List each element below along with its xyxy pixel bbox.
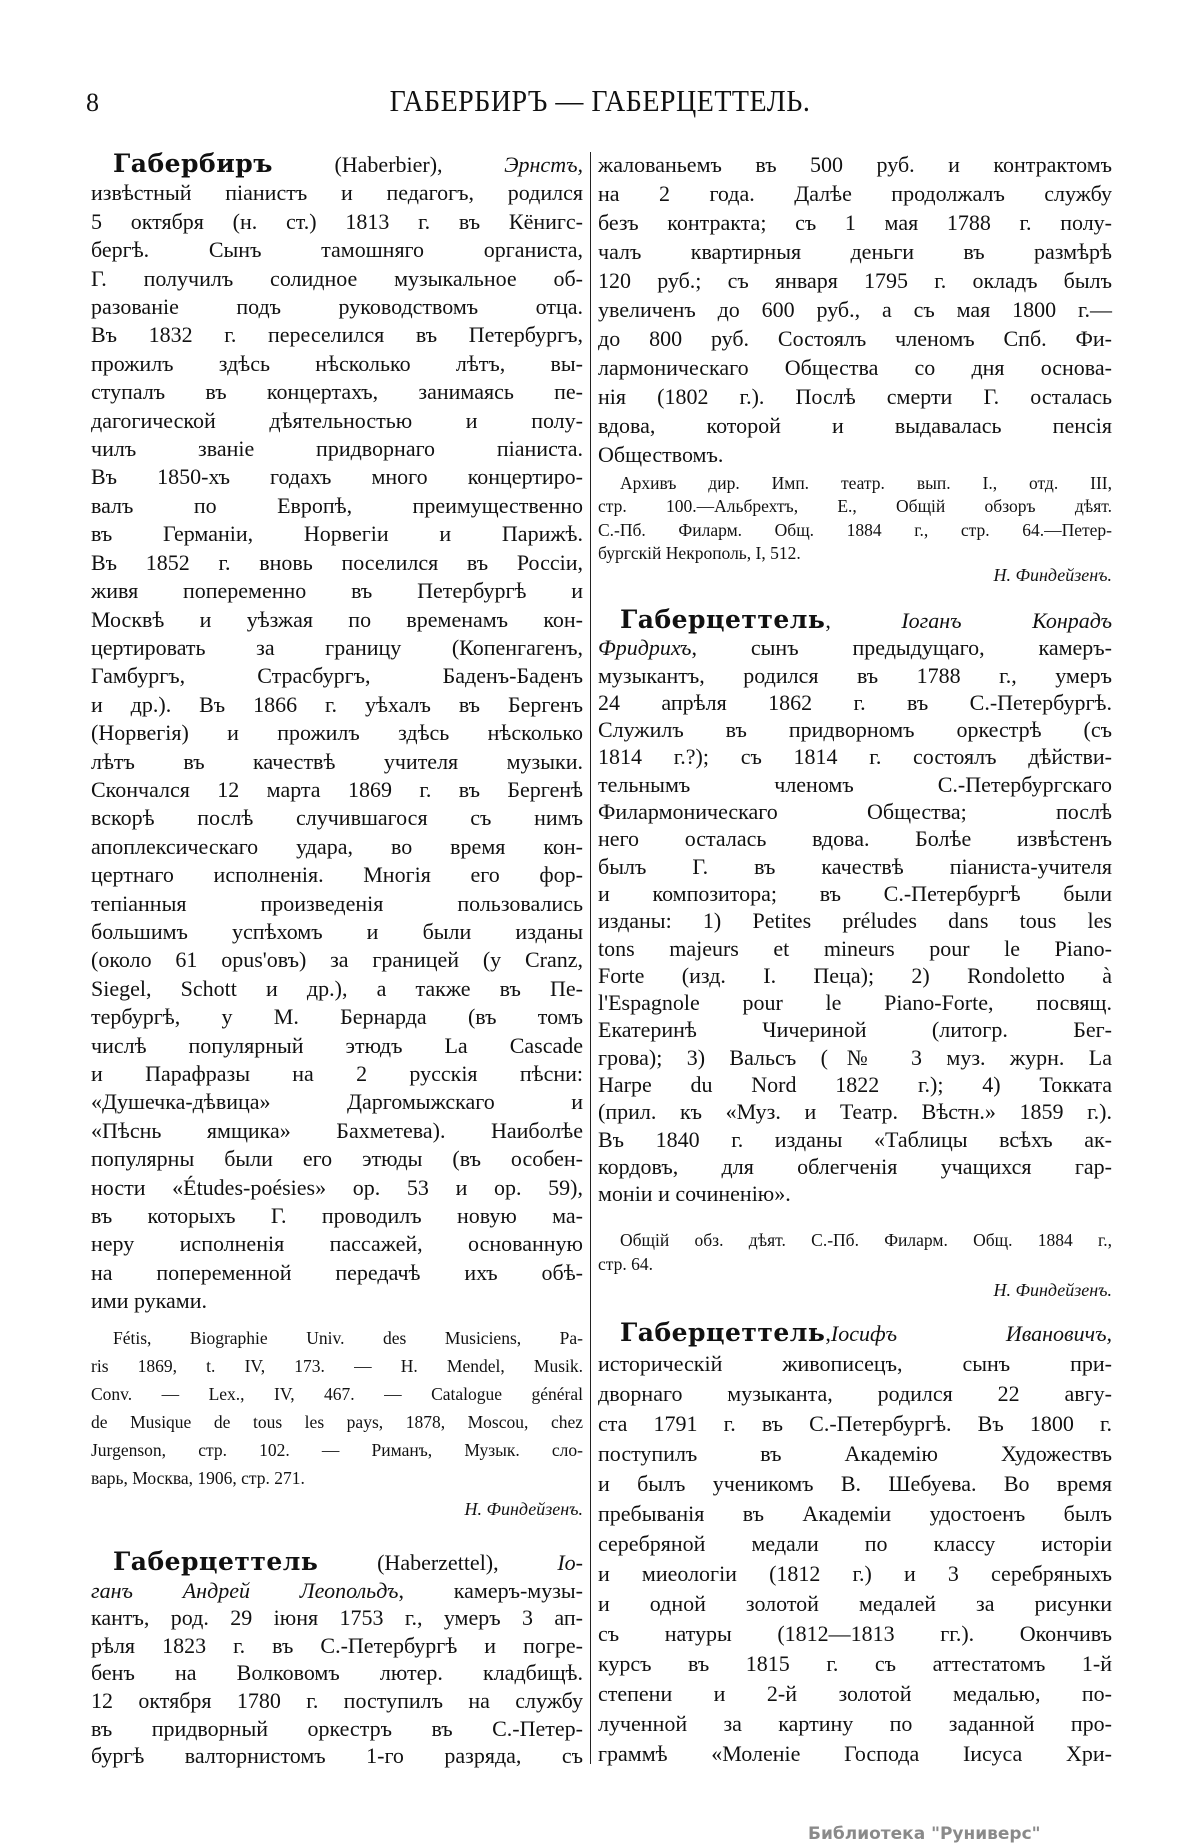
text-line: 1814 г.?); съ 1814 г. состоялъ дѣйстви- (598, 744, 1112, 770)
text-line: бургѣ валторнистомъ 1-го разряда, съ (91, 1743, 583, 1769)
text-line: цертировать за границу (Копенгагенъ, (91, 634, 583, 660)
text-line: вдова, которой и выдавалась пенсія (598, 413, 1112, 438)
text-line: de Musique de tous les pays, 1878, Moscou, chez (91, 1412, 583, 1432)
text-line: тепіанныя произведенія пользовались (91, 890, 583, 916)
name-italic: Іосифъ Ивановичъ, (830, 1321, 1112, 1346)
text-line (91, 1577, 583, 1605)
text-line: Екатеринѣ Чичериной (литогр. Бег- (598, 1017, 1112, 1043)
text-line: историческій живописецъ, сынъ при- (598, 1351, 1112, 1376)
text-line: 12 октября 1780 г. поступилъ на службу (91, 1687, 583, 1713)
text-line: (прил. къ «Муз. и Театр. Вѣстн.» 1859 г.). (598, 1099, 1112, 1125)
text-line: Скончался 12 марта 1869 г. въ Бергенѣ (91, 776, 583, 802)
author-signature: Н. Финдейзенъ. (993, 1280, 1112, 1300)
text-line: дагогической дѣятельностью и полу- (91, 407, 583, 433)
text-line: Въ 1832 г. переселился въ Петербургъ, (91, 322, 583, 348)
text-line: граммѣ «Моленіе Господа Іисуса Хри- (598, 1741, 1112, 1766)
text-segment: , (825, 1321, 831, 1346)
author-signature: Н. Финдейзенъ. (993, 565, 1112, 585)
name-italic: Эрнстъ, (504, 152, 583, 177)
text-line: бергѣ. Сынъ тамошняго органиста, (91, 237, 583, 263)
text-line: Гамбургъ, Страсбургъ, Баденъ-Баденъ (91, 663, 583, 689)
entry-haberzettel-johann-andreas (91, 1548, 583, 1770)
text-line: Въ 1852 г. вновь поселился въ Россіи, (91, 549, 583, 575)
text-segment: (Haberbier), (272, 152, 505, 177)
entry-haberzettel-johann-konrad (598, 606, 1112, 1208)
text-line: ими руками. (91, 1288, 207, 1314)
headword: Габерцеттель (620, 605, 826, 634)
headword: Габербиръ (113, 149, 273, 178)
text-line: 5 октября (н. ст.) 1813 г. въ Кёнигс- (91, 208, 583, 234)
author-signature: Н. Финдейзенъ. (464, 1499, 583, 1519)
text-line: стр. 64. (598, 1254, 654, 1274)
text-segment: , сынъ предыдущаго, камеръ- (691, 635, 1112, 661)
text-line: въ которыхъ Г. проводилъ новую ма- (91, 1203, 583, 1229)
text-line: кантъ, род. 29 іюня 1753 г., умеръ 3 ап- (91, 1605, 583, 1631)
entry-heading-line (598, 606, 1112, 634)
text-line: музыкантъ, родился въ 1788 г., умеръ (598, 662, 1112, 688)
text-line: и былъ ученикомъ В. Шебуева. Во время (598, 1471, 1112, 1496)
library-watermark: Библиотека "Руниверс" (808, 1824, 1041, 1844)
text-line: прожилъ здѣсь нѣсколько лѣтъ, вы- (91, 350, 583, 376)
text-line: него осталась вдова. Болѣе извѣстенъ (598, 826, 1112, 852)
text-line: курсъ въ 1815 г. съ аттестатомъ 1-й (598, 1651, 1112, 1676)
text-line: на попеременной передачѣ ихъ обѣ- (91, 1259, 583, 1285)
entry-heading-line (598, 1318, 1112, 1349)
entry-haberbier (91, 150, 583, 1316)
text-line: апоплексическаго удара, во время кон- (91, 833, 583, 859)
text-segment: , (825, 608, 902, 633)
text-line: ности «Études-poésies» op. 53 и op. 59), (91, 1174, 583, 1200)
text-line: варь, Москва, 1906, стр. 271. (91, 1468, 305, 1488)
text-line: безъ контракта; съ 1 мая 1788 г. полу- (598, 210, 1112, 235)
headword: Габерцеттель (113, 1547, 319, 1576)
text-line: бургскій Некрополь, I, 512. (598, 543, 801, 564)
text-line: Forte (изд. I. Пеца); 2) Rondoletto à (598, 962, 1112, 988)
name-italic: ганъ Андрей Леопольдъ (91, 1577, 399, 1603)
text-line: жалованьемъ въ 500 руб. и контрактомъ (598, 152, 1112, 177)
text-line: С.-Пб. Филарм. Общ. 1884 г., стр. 64.—Петер- (598, 519, 1112, 540)
text-line: tons majeurs et mineurs pour le Piano- (598, 935, 1112, 961)
text-line: чалъ квартирныя деньги въ размѣрѣ (598, 239, 1112, 264)
text-line: былъ Г. въ качествѣ піаниста-учителя (598, 853, 1112, 879)
text-line: тербургѣ, у М. Бернарда (въ томъ (91, 1004, 583, 1030)
references-haberzettel-johann-andreas (598, 472, 1112, 566)
entry-haberzettel-johann-andreas-continued (598, 150, 1112, 469)
references-haberbier (91, 1324, 583, 1492)
page-number: 8 (86, 88, 99, 117)
text-line: рѣля 1823 г. въ С.-Петербургѣ и погре- (91, 1632, 583, 1658)
text-line: ступалъ въ концертахъ, занимаясь пе- (91, 379, 583, 405)
text-line: лѣтъ въ качествѣ учителя музыки. (91, 748, 583, 774)
text-line: степени и 2-й золотой медалью, по- (598, 1681, 1112, 1706)
name-italic: Іоганъ Конрадъ (901, 608, 1113, 633)
text-line: Обществомъ. (598, 442, 724, 467)
text-line: 120 руб.; съ января 1795 г. окладъ былъ (598, 268, 1112, 293)
text-line: и одной золотой медалей за рисунки (598, 1591, 1112, 1616)
text-line: Архивъ дир. Имп. театр. вып. I., отд. III, (620, 473, 1112, 493)
text-line: 24 апрѣля 1862 г. въ С.-Петербургѣ. (598, 689, 1112, 715)
text-line: стр. 100.—Альбрехтъ, Е., Общій обзоръ дѣят. (598, 496, 1112, 517)
name-italic: Фридрихъ (598, 635, 692, 661)
text-line: Fétis, Biographie Univ. des Musiciens, Pa- (113, 1328, 583, 1348)
text-line: грова); 3) Вальсъ (№ 3 муз. журн. La (598, 1044, 1112, 1070)
headword: Габерцеттель (620, 1318, 826, 1347)
text-line: тельнымъ членомъ С.-Петербургскаго (598, 771, 1112, 797)
text-line: лармоническаго Общества со дня основа- (598, 355, 1112, 380)
text-line: нія (1802 г.). Послѣ смерти Г. осталась (598, 384, 1112, 409)
text-line: чилъ званіе придворнаго піаниста. (91, 436, 583, 462)
references-haberzettel-johann-konrad (598, 1228, 1112, 1276)
entry-haberzettel-joseph (598, 1318, 1112, 1769)
text-line: ris 1869, t. IV, 173. — H. Mendel, Musik. (91, 1356, 583, 1376)
entry-heading-line (91, 150, 583, 179)
text-line: Siegel, Schott и др.), а также въ Пе- (91, 975, 583, 1001)
text-line: серебряной медали по классу исторіи (598, 1531, 1112, 1556)
text-line: извѣстный піанистъ и педагогъ, родился (91, 180, 583, 206)
text-line: l'Espagnole pour le Piano-Forte, посвящ. (598, 990, 1112, 1016)
text-line: Москвѣ и уѣзжая по временамъ кон- (91, 606, 583, 632)
text-line: «Пѣснь ямщика» Бахметева). Наиболѣе (91, 1117, 583, 1143)
text-line: въ Германіи, Норвегіи и Парижѣ. (91, 521, 583, 547)
text-line: валъ по Европѣ, преимущественно (91, 492, 583, 518)
text-line: пребыванія въ Академіи удостоенъ былъ (598, 1501, 1112, 1526)
text-line: и композитора; въ С.-Петербургѣ были (598, 880, 1112, 906)
name-italic: Іо- (557, 1550, 583, 1575)
text-line: въ придворный оркестръ въ С.-Петер- (91, 1715, 583, 1741)
text-line: лученной за картину по заданной про- (598, 1711, 1112, 1736)
text-line: бенъ на Волковомъ лютер. кладбищѣ. (91, 1660, 583, 1686)
text-line: Служилъ въ придворномъ оркестрѣ (съ (598, 717, 1112, 743)
column-divider (590, 152, 591, 1764)
text-line: и миеологіи (1812 г.) и 3 серебряныхъ (598, 1561, 1112, 1586)
text-line: Harpe du Nord 1822 г.); 4) Токката (598, 1072, 1112, 1098)
text-line: до 800 руб. Состоялъ членомъ Спб. Фи- (598, 326, 1112, 351)
text-line: Г. получилъ солидное музыкальное об- (91, 265, 583, 291)
text-line: Общій обз. дѣят. С.-Пб. Филарм. Общ. 1884 г., (620, 1230, 1112, 1250)
text-segment: (Haberzettel), (318, 1550, 558, 1575)
text-line: вскорѣ послѣ случившагося съ нимъ (91, 805, 583, 831)
text-line: Въ 1850-хъ годахъ много концертиро- (91, 464, 583, 490)
text-line: и Парафразы на 2 русскія пѣсни: (91, 1061, 583, 1086)
text-line (598, 634, 1112, 661)
text-line: поступилъ въ Академію Художествъ (598, 1441, 1112, 1466)
text-line: числѣ популярный этюдъ La Cascade (91, 1032, 583, 1058)
text-line: популярны были его этюды (въ особен- (91, 1146, 583, 1172)
text-line: живя попеременно въ Петербургѣ и (91, 578, 583, 604)
text-segment: , камеръ-музы- (398, 1577, 583, 1603)
text-line: Въ 1840 г. изданы «Таблицы всѣхъ ак- (598, 1126, 1112, 1152)
text-line: Conv. — Lex., IV, 467. — Catalogue général (91, 1384, 583, 1404)
text-line: увеличенъ до 600 руб., а съ мая 1800 г.— (598, 297, 1112, 322)
text-line: ста 1791 г. въ С.-Петербургѣ. Въ 1800 г. (598, 1411, 1112, 1436)
text-line: Филармоническаго Общества; послѣ (598, 799, 1112, 825)
text-line: большимъ успѣхомъ и были изданы (91, 918, 583, 944)
text-line: (Норвегія) и прожилъ здѣсь нѣсколько (91, 720, 583, 746)
text-line: на 2 года. Далѣе продолжалъ службу (598, 181, 1112, 206)
running-title: ГАБЕРБИРЪ — ГАБЕРЦЕТТЕЛЬ. (389, 84, 811, 119)
text-line: съ натуры (1812—1813 гг.). Окончивъ (598, 1621, 1112, 1646)
entry-heading-line (91, 1548, 583, 1577)
text-line: кордовъ, для облегченія учащихся гар- (598, 1153, 1112, 1179)
text-line: дворнаго музыканта, родился 22 авгу- (598, 1381, 1112, 1406)
text-line: разованіе подъ руководствомъ отца. (91, 294, 583, 320)
text-line: моніи и сочиненію». (598, 1181, 791, 1207)
text-line: неру исполненія пассажей, основанную (91, 1231, 583, 1257)
text-line: (около 61 opus'овъ) за границей (у Cranz, (91, 947, 583, 973)
text-line: «Душечка-дѣвица» Даргомыжскаго и (91, 1089, 583, 1115)
text-line: изданы: 1) Petites préludes dans tous les (598, 908, 1112, 934)
text-line: цертнаго исполненія. Многія его фор- (91, 862, 583, 888)
text-line: и др.). Въ 1866 г. уѣхалъ въ Бергенъ (91, 691, 583, 717)
text-line: Jurgenson, стр. 102. — Риманъ, Музык. сло- (91, 1440, 583, 1460)
